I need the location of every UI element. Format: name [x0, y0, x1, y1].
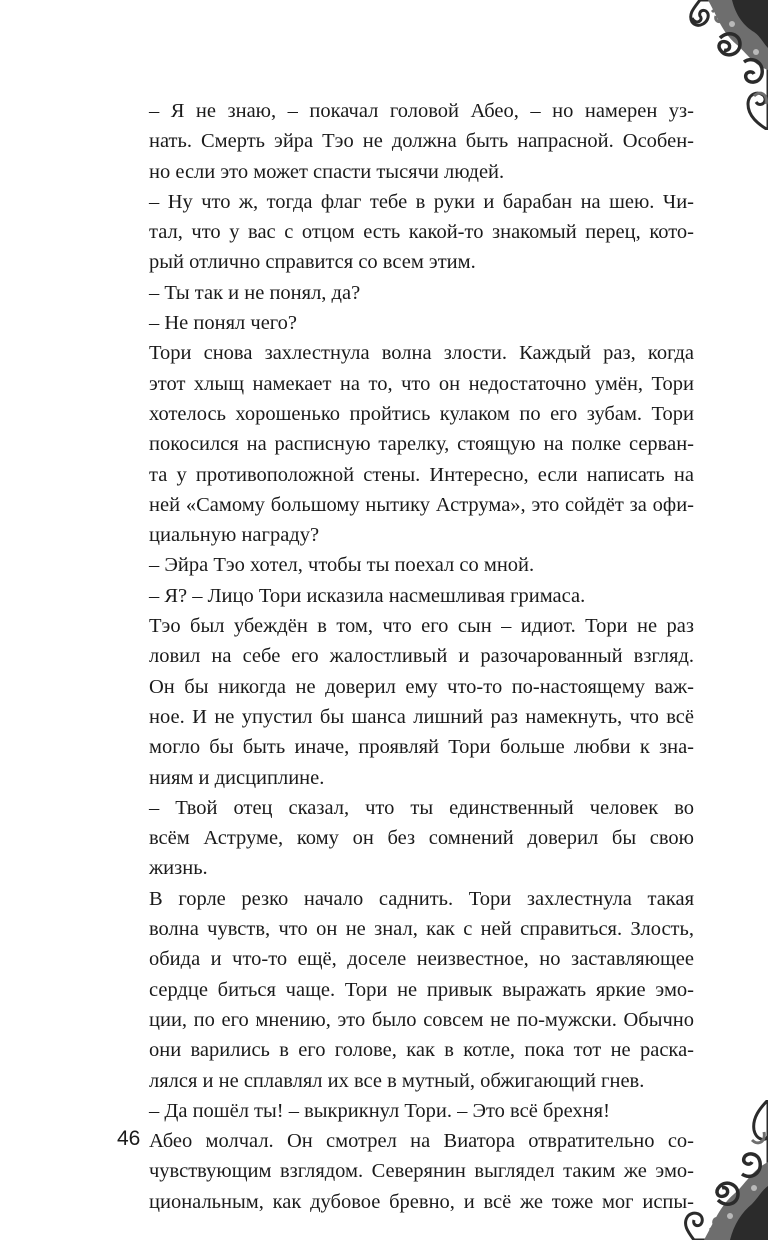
text-line: Тэо был убеждён в том, что его сын – идиот. Тори не раз — [149, 615, 694, 638]
text-line: покосился на расписную тарелку, стоящую на полке серван- — [149, 433, 694, 456]
text-line: В горле резко начало саднить. Тори захлестнула такая — [149, 887, 694, 910]
text-line: чувствующим взглядом. Северянин выглядел таким же эмо- — [149, 1160, 694, 1183]
text-line: – Я? – Лицо Тори исказила насмешливая гримаса. — [149, 584, 586, 607]
text-line: циальную награду? — [149, 524, 320, 547]
text-line: хотелось хорошенько пройтись кулаком по его зубам. Тори — [149, 402, 694, 425]
text-line: обида и что-то ещё, доселе неизвестное, но заставляющее — [149, 948, 694, 971]
paragraph — [117, 1096, 694, 1126]
text-line: Он бы никогда не доверил ему что-то по-настоящему важ- — [149, 675, 694, 698]
text-line: – Твой отец сказал, что ты единственный человек во — [149, 796, 694, 819]
text-line: этот хлыщ намекает на то, что он недостаточно умён, Тори — [149, 372, 694, 395]
text-line: они варились в его голове, как в котле, пока тот не раска- — [149, 1039, 694, 1062]
text-line: ниям и дисциплине. — [149, 766, 325, 789]
text-line: нать. Смерть эйра Тэо не должна быть напрасной. Особен- — [149, 130, 694, 153]
paragraph — [117, 187, 694, 278]
paragraph — [117, 611, 694, 793]
page-number: 46 — [117, 1127, 141, 1150]
text-line: та у противоположной стены. Интересно, если написать на — [149, 463, 694, 486]
paragraph — [117, 278, 694, 308]
text-line: циональным, как дубовое бревно, и всё же тоже мог испы- — [149, 1190, 694, 1213]
text-line: лялся и не сплавлял их все в мутный, обжигающий гнев. — [149, 1069, 645, 1092]
text-line: ное. И не упустил бы шанса лишний раз намекнуть, что всё — [149, 705, 694, 728]
paragraph — [117, 550, 694, 580]
text-line: ции, по его мнению, это было совсем не по-мужски. Обычно — [149, 1008, 694, 1031]
text-line: – Не понял чего? — [149, 312, 298, 335]
text-line: – Да пошёл ты! – выкрикнул Тори. – Это всё брехня! — [149, 1099, 610, 1122]
text-line: тал, что у вас с отцом есть какой-то знакомый перец, кото- — [149, 221, 694, 244]
page-body — [117, 96, 694, 1217]
text-line: но если это может спасти тысячи людей. — [149, 160, 505, 183]
paragraph — [117, 96, 694, 187]
text-line: рый отлично справится со всем этим. — [149, 251, 476, 274]
text-line: всём Аструме, кому он без сомнений доверил бы свою — [149, 827, 694, 850]
text-line: – Ты так и не понял, да? — [149, 281, 361, 304]
text-line: – Ну что ж, тогда флаг тебе в руки и барабан на шею. Чи- — [149, 190, 694, 213]
paragraph — [117, 884, 694, 1096]
paragraph — [117, 581, 694, 611]
paragraph — [117, 338, 694, 550]
paragraph — [117, 793, 694, 884]
text-line: Тори снова захлестнула волна злости. Каждый раз, когда — [149, 342, 694, 365]
text-line: волна чувств, что он не знал, как с ней справиться. Злость, — [149, 918, 694, 941]
text-line: Абео молчал. Он смотрел на Виатора отвратительно со- — [149, 1130, 694, 1153]
text-line: – Эйра Тэо хотел, чтобы ты поехал со мной. — [149, 554, 535, 577]
text-line: могло бы быть иначе, проявляй Тори больше любви к зна- — [149, 736, 694, 759]
text-line: жизнь. — [149, 857, 208, 880]
text-line: ней «Самому большому нытику Аструма», это сойдёт за офи- — [149, 493, 694, 516]
text-line: сердце биться чаще. Тори не привык выражать яркие эмо- — [149, 978, 694, 1001]
text-line: – Я не знаю, – покачал головой Абео, – но намерен уз- — [149, 100, 694, 122]
text-line: ловил на себе его жалостливый и разочарованный взгляд. — [149, 645, 694, 668]
paragraph — [117, 1126, 694, 1217]
paragraph — [117, 308, 694, 338]
